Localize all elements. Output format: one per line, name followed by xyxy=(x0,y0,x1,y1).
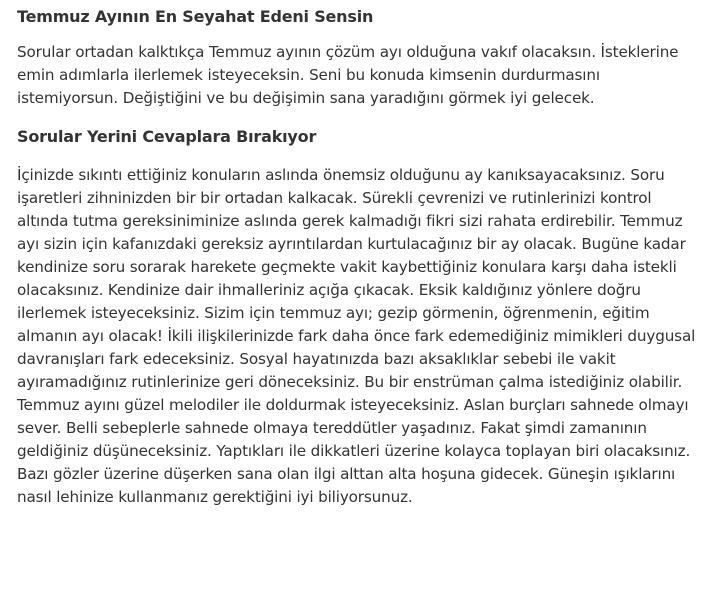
section-paragraph-travel: Sorular ortadan kalktıkça Temmuz ayının çözüm ayı olduğuna vakıf olacaksın. İsteklerine emin adımlarla ilerlemek isteyeceksin. Seni bu konuda kimsenin durdurmasını istemiyorsun. Değiştiğini ve bu değişimin sana yaradığını görmek iyi gelecek. xyxy=(17,43,679,107)
section-paragraph-answers: İçinizde sıkıntı ettiğiniz konuların aslında önemsiz olduğunu ay kanıksayacaksınız. Soru işaretleri zihninizden bir bir ortadan kalkacak. Sürekli çevrenizi ve rutinlerinizi kontrol altında tutma gereksiniminize aslında gerek kalmadığı fikri sizi rahata erdirebilir. Temmuz ayı sizin için kafanızdaki gereksiz ayrıntılardan kurtulacağınız bir ay olacak. Bugüne kadar kendinize soru sorarak harekete geçmekte vakit kaybettiğiniz konulara karşı daha istekli olacaksınız. Kendinize dair ihmalleriniz açığa çıkacak. Eksik kaldığınız yönlere doğru ilerlemek isteyeceksiniz. Sizim için temmuz ayı; gezip görmenin, öğrenmenin, eğitim almanın ayı olacak! İkili ilişkilerinizde fark daha önce fark edemediğiniz mimikleri duygusal davranışları fark edeceksiniz. Sosyal hayatınızda bazı aksaklıklar sebebi ile vakit ayıramadığınız rutinlerinize geri döneceksiniz. Bu bir enstrüman çalma istediğiniz olabilir. Temmuz ayını güzel melodiler ile doldurmak isteyeceksiniz. Aslan burçları sahnede olmayı sever. Belli sebeplerle sahnede olmaya tereddütler yaşadınız. Fakat şimdi zamanının geldiğiniz düşüneceksiniz. Yaptıkları ile dikkatleri üzerine kolayca toplayan biri olacaksınız. Bazı gözler üzerine düşerken sana olan ilgi alttan alta hoşuna gidecek. Güneşin ışıklarını nasıl lehinize kullanmanız gerektiğini iyi biliyorsunuz. xyxy=(17,166,696,506)
section-heading-answers: Sorular Yerini Cevaplara Bırakıyor xyxy=(17,127,317,146)
section-heading-travel: Temmuz Ayının En Seyahat Edeni Sensin xyxy=(17,7,374,26)
